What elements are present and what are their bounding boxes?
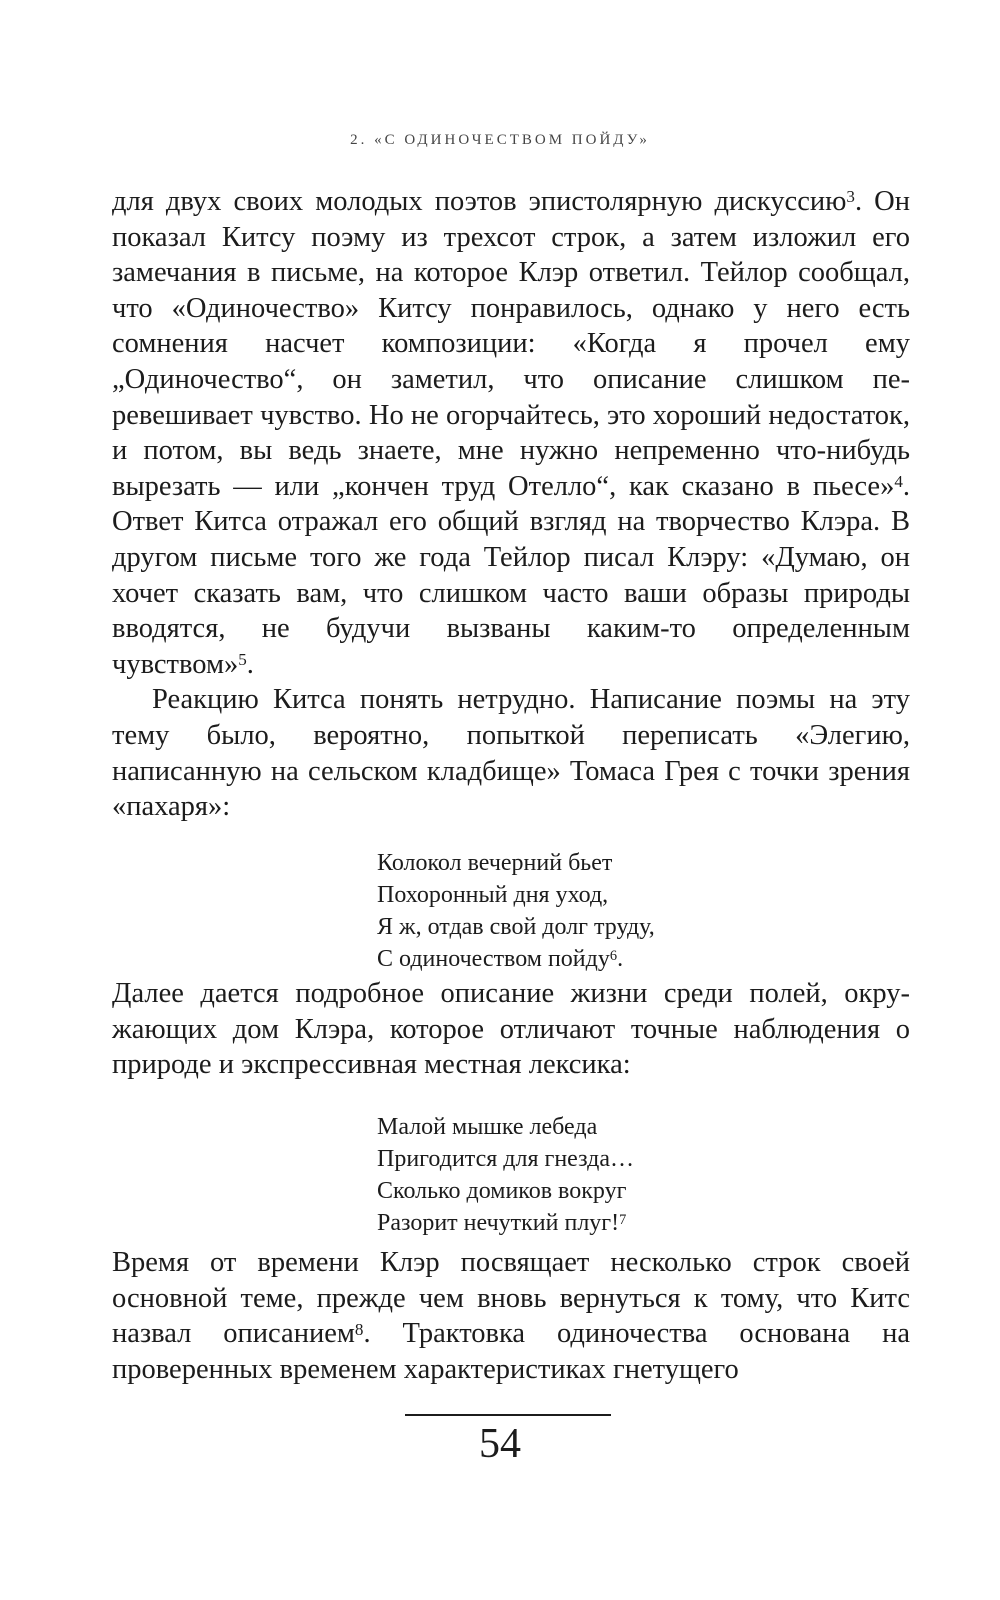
footnote-ref-7: 7: [619, 1211, 627, 1228]
verse-2-line-1: Малой мышке лебеда: [377, 1114, 598, 1140]
verse-2-line-4-text: Разорит нечуткий плуг!: [377, 1210, 620, 1236]
footnote-ref-5: 5: [238, 650, 247, 670]
paragraph-3: Далее дается подробное описание жизни среди полей, окружающих дом Клэра, которое отличают точные наблюдения о природе и экспрессивная местная лексика:: [112, 978, 910, 1081]
paragraph-1-text-d: .: [246, 648, 254, 680]
verse-quote-2: [377, 1111, 634, 1239]
footnote-ref-3: 3: [846, 187, 855, 207]
verse-1-line-3: Я ж, отдав свой долг труду,: [377, 914, 655, 940]
page-number: 54: [479, 1421, 521, 1467]
paragraph-2: Реакцию Китса понять нетрудно. Написание поэмы на эту тему было, вероятно, попыткой переписать «Элегию, написанную на сельском кладбище» Томаса Грея с точки зрения «пахаря»:: [112, 684, 910, 823]
verse-1-line-1: Колокол вечерний бьет: [377, 850, 613, 876]
paragraph-1: [112, 184, 910, 682]
paragraph-4-text-a: Время от времени Клэр посвящает несколько строк своей основной теме, прежде чем вновь вернуться к тому, что Китс назвал описанием: [112, 1247, 910, 1350]
paragraph-1-text-a: для двух своих молодых поэтов эпистолярную дискуссию: [112, 186, 847, 217]
paragraph-1-text-c: . Ответ Китса отражал его общий взгляд на творчество Клэра. В другом письме того же года Тейлор писал Клэру: «Думаю, он хочет сказать вам, что слишком часто ваши образы природы вводятся, не будучи вызваны каким-то определенным чувством»: [112, 470, 910, 680]
footnote-ref-6: 6: [609, 947, 618, 964]
verse-1-line-2: Похоронный дня уход,: [377, 882, 609, 908]
body-text-bottom: [112, 1245, 910, 1387]
running-head: 2. «С ОДИНОЧЕСТВОМ ПОЙДУ»: [350, 132, 650, 148]
paragraph-4-text-b: . Трактовка одиночества основана на проверенных временем характеристиках гнетущего: [112, 1318, 911, 1385]
footnote-ref-8: 8: [354, 1319, 364, 1339]
verse-1-line-4-end: .: [617, 946, 624, 972]
body-text-middle: [112, 976, 910, 1083]
verse-2-line-4: [377, 1207, 634, 1239]
verse-2-line-3: Сколько домиков вокруг: [377, 1178, 627, 1204]
verse-2-line-2: Пригодится для гнезда…: [377, 1146, 635, 1172]
verse-1-line-4-text: С одиночеством пойду: [377, 946, 610, 972]
body-text-top: [112, 184, 910, 825]
paragraph-1-text-b: . Он показал Китсу поэму из трехсот строк, а затем изложил его замечания в письме, на которое Клэр ответил. Тейлор сообщал, что «Одиночество» Китсу понравилось, однако у него есть сомнения насчет композиции: «Когда я прочел ему „Одиночество“, он заметил, что описание слишком перевешивает чувство. Но не огорчайтесь, это хороший недостаток, и потом, вы ведь знаете, мне нужно непременно что-нибудь вырезать — или „кончен труд Отелло“, как сказано в пьесе»: [112, 186, 910, 502]
verse-quote-1: [377, 847, 655, 975]
paragraph-4: [112, 1245, 910, 1387]
footnote-ref-4: 4: [894, 472, 903, 492]
verse-1-line-4: [377, 943, 655, 975]
